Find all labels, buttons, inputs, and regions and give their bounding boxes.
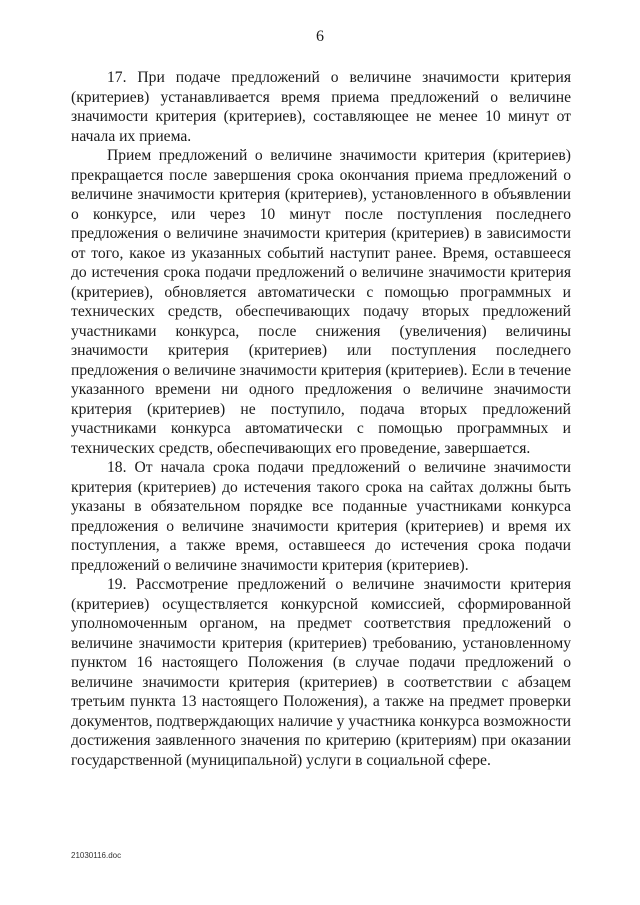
- paragraph-19: 19. Рассмотрение предложений о величине значимости критерия (критериев) осуществляется конкурсной комиссией, сформированной уполномоченным органом, на предмет соответствия предложений о величине значимости критерия (критериев) требованию, установленному пунктом 16 настоящего Положения (в случае подачи предложений о величине значимости критерия (критериев) в соответствии с абзацем третьим пункта 13 настоящего Положения), а также на предмет проверки документов, подтверждающих наличие у участника конкурса возможности достижения заявленного значения по критерию (критериям) при оказании государственной (муниципальной) услуги в социальной сфере.: [71, 576, 571, 769]
- paragraph-17-continued: Прием предложений о величине значимости критерия (критериев) прекращается после завершения срока окончания приема предложений о величине значимости критерия (критериев), установленного в объявлении о конкурсе, или через 10 минут после поступления последнего предложения о величине значимости критерия (критериев) в зависимости от того, какое из указанных событий наступит ранее. Время, оставшееся до истечения срока подачи предложений о величине значимости критерия (критериев), обновляется автоматически с помощью программных и технических средств, обеспечивающих подачу вторых предложений участниками конкурса, после снижения (увеличения) величины значимости критерия (критериев) или поступления последнего предложения о величине значимости критерия (критериев). Если в течение указанного времени ни одного предложения о величине значимости критерия (критериев) не поступило, подача вторых предложений участниками конкурса автоматически с помощью программных и технических средств, обеспечивающих его проведение, завершается.: [71, 147, 571, 457]
- page-number: 6: [316, 28, 324, 45]
- file-name-footer: 21030116.doc: [71, 851, 122, 860]
- document-body: [71, 68, 571, 770]
- paragraph-17: 17. При подаче предложений о величине значимости критерия (критериев) устанавливается время приема предложений о величине значимости критерия (критериев), составляющее не менее 10 минут от начала их приема.: [71, 69, 571, 145]
- paragraph-18: 18. От начала срока подачи предложений о величине значимости критерия (критериев) до истечения такого срока на сайтах должны быть указаны в обязательном порядке все поданные участниками конкурса предложения о величине значимости критерия (критериев) и время их поступления, а также время, оставшееся до истечения срока подачи предложений о величине значимости критерия (критериев).: [71, 459, 571, 574]
